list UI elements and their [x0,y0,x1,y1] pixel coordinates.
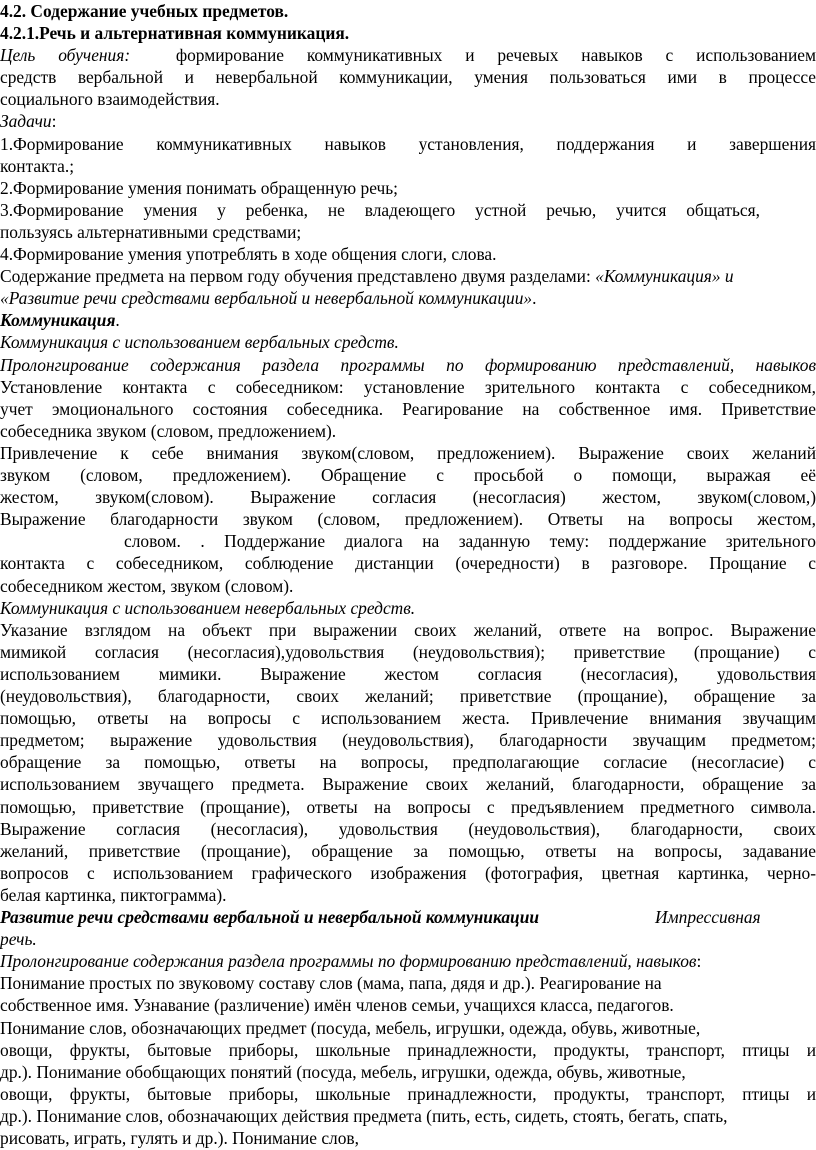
goal-text-1: формирование коммуникативных и речевых навыков с использованием [175,45,816,66]
verbal-subtitle: Коммуникация с использованием вербальных средств. [0,332,399,353]
nonverbal-line-6: предметом; выражение удовольствия (неудовольствия), благодарности звучащим предметом; [0,730,816,751]
content-intro-line-1 [0,265,816,287]
task-line-1: 1.Формирование коммуникативных навыков установления, поддержания и завершения [0,133,816,154]
goal-line-3: социального взаимодействия. [0,89,220,110]
nonverbal-line-7: обращение за помощью, ответы на вопросы, предполагающие согласие (несогласие) с [0,752,816,773]
content-intro-section-2: «Развитие речи средствами вербальной и невербальной коммуникации» [0,288,533,309]
subsection-heading: 4.2.1.Речь и альтернативная коммуникация. [0,23,350,44]
goal-line-2: средств вербальной и невербальной коммуникации, умения пользоваться ими в процессе [0,67,816,88]
verbal-line-5: звуком (словом, предложением). Обращение с просьбой о помощи, выражая её [0,465,816,486]
nonverbal-line-11: желаний, приветствие (прощание), обращение за помощью, ответы на вопросы, задавание [0,840,816,861]
verbal-line-9: контакта с собеседником, соблюдение дистанции (очередности) в разговоре. Прощание с [0,553,816,574]
section-heading: 4.2. Содержание учебных предметов. [0,1,289,21]
verbal-line-2: учет эмоционального состояния собеседника. Реагирование на собственное имя. Приветствие [0,398,816,419]
speech-title: Развитие речи средствами вербальной и невербальной коммуникации [0,907,540,928]
speech-line-1: Понимание простых по звуковому составу слов (мама, папа, дядя и др.). Реагирование на [0,973,662,994]
nonverbal-line-3: использованием мимики. Выражение жестом согласия (несогласия), удовольствия [0,663,816,684]
nonverbal-line-9: помощью, приветствие (прощание), ответы на вопросы с предъявлением предметного символа. [0,796,816,817]
speech-line-2: собственное имя. Узнавание (различение) имён членов семьи, учащихся класса, педагогов. [0,995,674,1016]
task-line-5: пользуясь альтернативными средствами; [0,221,302,242]
nonverbal-line-2: мимикой согласия (несогласия),удовольствия (неудовольствия); приветствие (прощание) с [0,641,816,662]
speech-prolongation-end: : [696,951,702,972]
speech-line-3: Понимание слов, обозначающих предмет (посуда, мебель, игрушки, одежда, обувь, животные, [0,1017,701,1038]
speech-title-line [0,906,816,928]
speech-line-5: др.). Понимание обобщающих понятий (посуда, мебель, игрушки, одежда, обувь, животные, [0,1061,686,1082]
speech-line-6: овощи, фрукты, бытовые приборы, школьные принадлежности, продукты, транспорт, птицы и [0,1083,816,1104]
content-intro-line-2 [0,287,816,309]
content-intro-plain: Содержание предмета на первом году обучения представлено двумя разделами: [0,266,596,287]
goal-label: Цель обучения: [0,45,131,66]
speech-prolongation: Пролонгирование содержания раздела программы по формированию представлений, навыков [0,951,697,972]
verbal-line-1: Установление контакта с собеседником: установление зрительного контакта с собеседником, [0,376,816,397]
speech-line-7: др.). Понимание слов, обозначающих действия предмета (пить, есть, сидеть, стоять, бегать, спать, [0,1105,728,1126]
tasks-label: Задачи [0,111,52,132]
verbal-line-10: собеседником жестом, звуком (словом). [0,575,294,596]
nonverbal-line-10: Выражение согласия (несогласия), удовольствия (неудовольствия), благодарности, своих [0,818,816,839]
verbal-line-7: Выражение благодарности звуком (словом, предложением). Ответы на вопросы жестом, [0,509,816,530]
impressive-speech-label-end: речь. [0,929,37,950]
task-line-6: 4.Формирование умения употреблять в ходе общения слоги, слова. [0,244,497,265]
nonverbal-line-5: помощью, ответы на вопросы с использованием жеста. Привлечение внимания звучащим [0,708,816,729]
impressive-speech-label: Импрессивная [655,907,761,928]
content-intro-section-1: «Коммуникация» и [595,266,734,287]
communication-title-end: . [115,310,120,331]
verbal-line-4: Привлечение к себе внимания звуком(словом, предложением). Выражение своих желаний [0,442,816,463]
speech-line-4: овощи, фрукты, бытовые приборы, школьные принадлежности, продукты, транспорт, птицы и [0,1039,816,1060]
task-line-2: контакта.; [0,155,75,176]
nonverbal-line-4: (неудовольствия), благодарности, своих желаний; приветствие (прощание), обращение за [0,686,816,707]
verbal-line-8: словом. . Поддержание диалога на заданную тему: поддержание зрительного [124,531,816,552]
goal-line-1 [0,44,816,66]
nonverbal-line-12: вопросов с использованием графического изображения (фотография, цветная картинка, черно- [0,862,816,883]
tasks-label-colon: : [51,111,57,132]
content-intro-end: . [532,288,537,309]
speech-line-8: рисовать, играть, гулять и др.). Понимание слов, [0,1128,359,1148]
verbal-line-6: жестом, звуком(словом). Выражение согласия (несогласия) жестом, звуком(словом,) [0,487,816,508]
task-line-3: 2.Формирование умения понимать обращенную речь; [0,177,398,198]
nonverbal-line-8: использованием звучащего предмета. Выражение своих желаний, благодарности, обращение за [0,774,816,795]
speech-prolongation-line [0,950,816,972]
nonverbal-subtitle: Коммуникация с использованием невербальных средств. [0,597,416,618]
task-line-4: 3.Формирование умения у ребенка, не владеющего устной речью, учится общаться, [0,199,760,220]
communication-title-line [0,309,816,331]
tasks-label-line [0,110,816,132]
verbal-prolongation: Пролонгирование содержания раздела программы по формированию представлений, навыков [0,354,816,375]
communication-title: Коммуникация [0,310,116,331]
nonverbal-line-1: Указание взглядом на объект при выражении своих желаний, ответе на вопрос. Выражение [0,619,816,640]
nonverbal-line-13: белая картинка, пиктограмма). [0,884,227,905]
verbal-line-3: собеседника звуком (словом, предложением). [0,420,337,441]
